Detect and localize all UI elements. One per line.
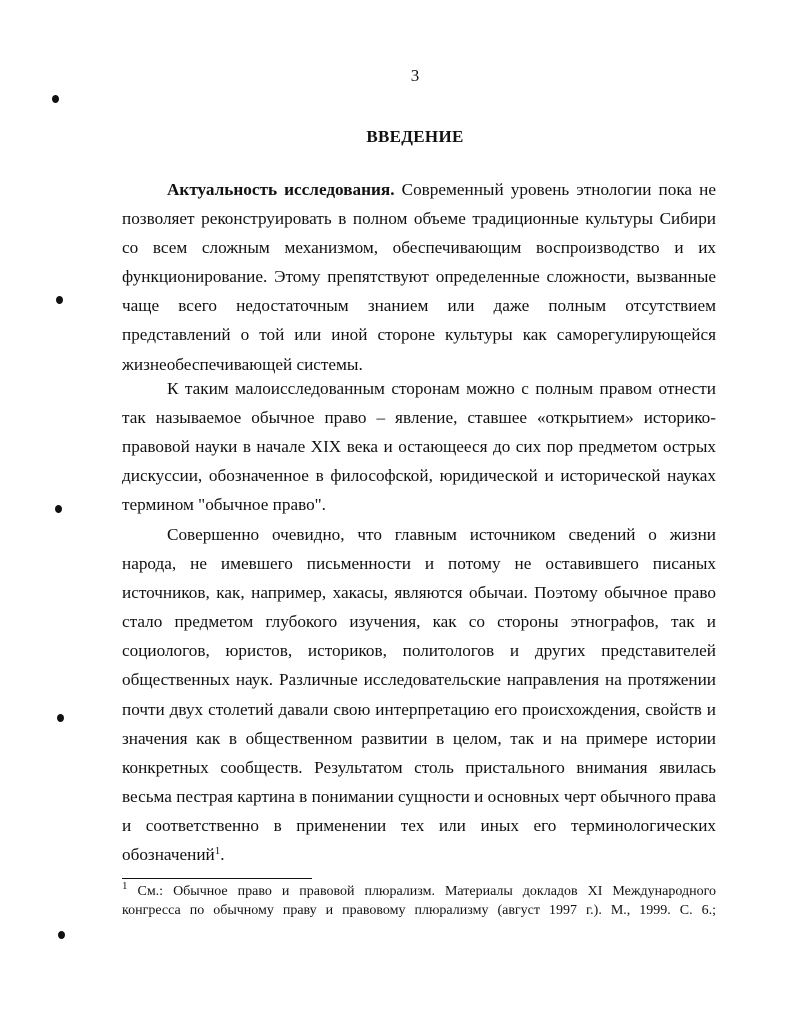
paragraph-line: конкретных сообществ. Результатом столь пристального внимания явилась: [122, 757, 716, 777]
paragraph-line: К таким малоисследованным сторонам можно с полным правом отнести: [167, 379, 716, 398]
paragraph-line: чаще всего недостаточным знанием или даже полным отсутствием: [122, 296, 716, 316]
paragraph-customary-law: [122, 374, 716, 519]
paragraph-line: так называемое обычное право – явление, ставшее «открытием» историко-: [122, 408, 716, 428]
footnote-line: $^1$ См.: Обычное право и правовой плюрализм. Материалы докладов XI Международного: [122, 880, 716, 899]
binding-hole-mark: [55, 505, 62, 513]
paragraph-line: значения как в общественном развитии в целом, так и на примере истории: [122, 728, 716, 748]
paragraph-line: со всем сложным механизмом, обеспечивающим воспроизводство и их: [122, 238, 716, 258]
footnote: [122, 882, 716, 920]
binding-hole-mark: [52, 95, 59, 103]
paragraph-line: представлений о той или иной стороне культуры как саморегулирующейся: [122, 325, 716, 345]
footnote-line: конгресса по обычному праву и правовому плюрализму (август 1997 г.). М., 1999. С. 6.;: [122, 903, 716, 918]
paragraph-line: дискуссии, обозначенное в философской, юридической и исторической науках: [122, 466, 716, 486]
paragraph-line: народа, не имевшего письменности и потому не оставившего писаных: [122, 554, 716, 574]
binding-hole-mark: [56, 296, 63, 304]
paragraph-line: жизнеобеспечивающей системы.: [122, 354, 363, 374]
footnote-separator: [122, 878, 312, 879]
paragraph-line: общественных наук. Различные исследовательские направления на протяжении: [122, 670, 716, 690]
paragraph-line: функционирование. Этому препятствуют определенные сложности, вызванные: [122, 267, 716, 287]
paragraph-line: позволяет реконструировать в полном объеме традиционные культуры Сибири: [122, 209, 716, 229]
paragraph-relevance: [122, 175, 716, 379]
paragraph-sources: [122, 520, 716, 869]
paragraph-line: стало предметом глубокого изучения, как со стороны этнографов, так и: [122, 612, 716, 632]
paragraph-line: и соответственно в применении тех или иных его терминологических: [122, 815, 716, 835]
paragraph-line: Актуальность исследования. Современный уровень этнологии пока не: [167, 180, 716, 199]
footnote-marker: 1: [122, 880, 128, 892]
paragraph-line: социологов, юристов, историков, политологов и других представителей: [122, 641, 716, 661]
paragraph-line: обозначений$^1$.: [122, 845, 225, 865]
footnote-reference[interactable]: 1: [214, 845, 221, 858]
page-number: 3: [410, 66, 420, 85]
paragraph-line: правовой науки в начале XIX века и остающееся до сих пор предметом острых: [122, 437, 716, 457]
bold-lead: Актуальность исследования.: [167, 180, 395, 199]
paragraph-line: весьма пестрая картина в понимании сущности и основных черт обычного права: [122, 786, 717, 806]
binding-hole-mark: [58, 931, 65, 939]
paragraph-line: почти двух столетий давали свою интерпретацию его происхождения, свойств и: [122, 699, 716, 719]
paragraph-line: источников, как, например, хакасы, являются обычаи. Поэтому обычное право: [122, 583, 716, 603]
section-heading: ВВЕДЕНИЕ: [366, 127, 464, 146]
paragraph-line: термином "обычное право".: [122, 495, 326, 515]
paragraph-line: Совершенно очевидно, что главным источником сведений о жизни: [167, 525, 716, 544]
binding-hole-mark: [57, 714, 64, 722]
